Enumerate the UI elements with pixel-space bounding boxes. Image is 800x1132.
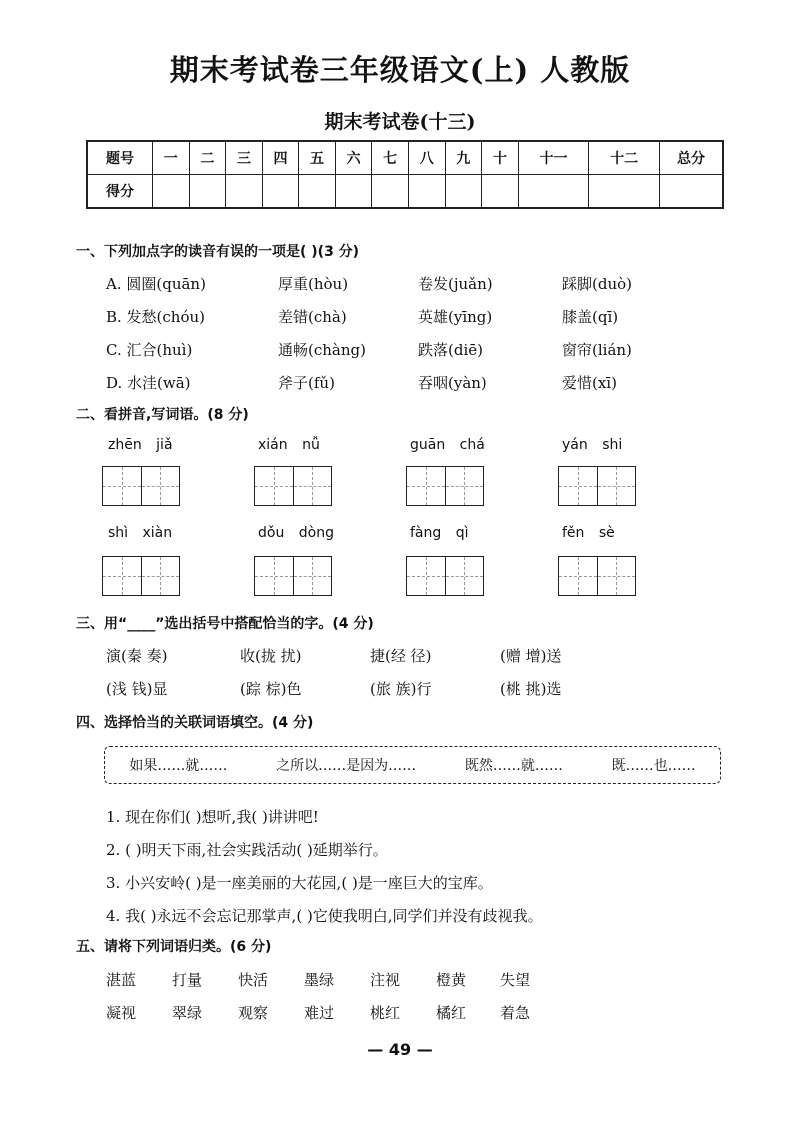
word-item: 难过	[304, 1004, 335, 1022]
table-cell: 五	[299, 141, 336, 175]
table-cell: 三	[226, 141, 263, 175]
table-cell: 九	[445, 141, 482, 175]
option-b-3: 英雄(yīng)	[418, 308, 493, 326]
score-cell[interactable]	[299, 175, 336, 209]
word-item: 墨绿	[304, 971, 335, 989]
table-cell: 题号	[87, 141, 153, 175]
word-item: 凝视	[106, 1004, 137, 1022]
score-cell[interactable]	[408, 175, 445, 209]
table-cell: 总分	[660, 141, 724, 175]
word-item: 橘红	[436, 1004, 467, 1022]
choice-item[interactable]: (踪 棕)色	[240, 680, 302, 698]
score-table	[86, 140, 724, 209]
table-cell: 十一	[518, 141, 589, 175]
option-a-1: A. 圆圈(quān)	[106, 275, 206, 293]
score-cell[interactable]	[482, 175, 519, 209]
question-3[interactable]: 3. 小兴安岭( )是一座美丽的大花园,( )是一座巨大的宝库。	[106, 874, 493, 892]
option-d-3: 吞咽(yàn)	[418, 374, 487, 392]
score-cell[interactable]	[589, 175, 660, 209]
table-cell: 得分	[87, 175, 153, 209]
option-d-1: D. 水洼(wā)	[106, 374, 191, 392]
score-cell[interactable]	[372, 175, 409, 209]
option-b-2: 差错(chà)	[278, 308, 347, 326]
word-item: 注视	[370, 971, 401, 989]
option-a-3: 卷发(juǎn)	[418, 275, 493, 293]
word-item: 桃红	[370, 1004, 401, 1022]
score-cell[interactable]	[445, 175, 482, 209]
writing-grid[interactable]	[558, 466, 636, 506]
pinyin-label: dǒu dòng	[258, 525, 334, 541]
word-bank-option: 如果……就……	[129, 758, 228, 774]
choice-item[interactable]: 收(拢 扰)	[240, 647, 302, 665]
pinyin-label: zhēn jiǎ	[108, 437, 173, 453]
pinyin-label: guān chá	[410, 437, 485, 453]
pinyin-label: shì xiàn	[108, 525, 173, 541]
pinyin-label: xián nǚ	[258, 437, 320, 453]
option-d-2: 斧子(fǔ)	[278, 374, 335, 392]
choice-item[interactable]: (浅 钱)显	[106, 680, 168, 698]
score-header-row	[87, 141, 723, 175]
table-cell: 四	[262, 141, 299, 175]
option-c-4: 窗帘(lián)	[562, 341, 632, 359]
word-item: 橙黄	[436, 971, 467, 989]
page-title: 期末考试卷三年级语文(上) 人教版	[169, 53, 631, 87]
word-bank-option: 之所以……是因为……	[276, 758, 417, 774]
question-1[interactable]: 1. 现在你们( )想听,我( )讲讲吧!	[106, 808, 319, 826]
section-4-heading: 四、选择恰当的关联词语填空。(4 分)	[76, 715, 314, 731]
choice-item[interactable]: 演(秦 奏)	[106, 647, 168, 665]
word-item: 快活	[238, 971, 269, 989]
pinyin-label: yán shi	[562, 437, 623, 453]
choice-item[interactable]: (桃 挑)选	[500, 680, 562, 698]
section-3-heading: 三、用“____”选出括号中搭配恰当的字。(4 分)	[76, 616, 374, 632]
word-item: 打量	[172, 971, 203, 989]
option-c-2: 通畅(chàng)	[278, 341, 366, 359]
table-cell: 十	[482, 141, 519, 175]
score-cell[interactable]	[518, 175, 589, 209]
option-d-4: 爱惜(xī)	[562, 374, 617, 392]
writing-grid[interactable]	[254, 556, 332, 596]
option-b-4: 膝盖(qī)	[562, 308, 619, 326]
writing-grid[interactable]	[254, 466, 332, 506]
score-cell[interactable]	[262, 175, 299, 209]
word-item: 失望	[500, 971, 531, 989]
question-2[interactable]: 2. ( )明天下雨,社会实践活动( )延期举行。	[106, 841, 388, 859]
score-value-row	[87, 175, 723, 209]
word-item: 着急	[500, 1004, 531, 1022]
writing-grid[interactable]	[406, 556, 484, 596]
score-cell[interactable]	[335, 175, 372, 209]
option-c-1: C. 汇合(huì)	[106, 341, 193, 359]
table-cell: 六	[335, 141, 372, 175]
pinyin-label: fàng qì	[410, 525, 469, 541]
word-item: 湛蓝	[106, 971, 137, 989]
section-2-heading: 二、看拼音,写词语。(8 分)	[76, 407, 249, 423]
table-cell: 七	[372, 141, 409, 175]
score-cell[interactable]	[226, 175, 263, 209]
page-number: — 49 —	[367, 1040, 433, 1059]
table-cell: 二	[189, 141, 226, 175]
conjunction-word-bank	[104, 746, 721, 784]
score-cell[interactable]	[660, 175, 724, 209]
writing-grid[interactable]	[102, 466, 180, 506]
option-a-4: 踩脚(duò)	[562, 275, 632, 293]
pinyin-label: fěn sè	[562, 525, 615, 541]
writing-grid[interactable]	[102, 556, 180, 596]
option-a-2: 厚重(hòu)	[278, 275, 349, 293]
writing-grid[interactable]	[406, 466, 484, 506]
choice-item[interactable]: 捷(经 径)	[370, 647, 432, 665]
table-cell: 八	[408, 141, 445, 175]
word-item: 翠绿	[172, 1004, 203, 1022]
option-c-3: 跌落(diē)	[418, 341, 483, 359]
word-item: 观察	[238, 1004, 269, 1022]
section-5-heading: 五、请将下列词语归类。(6 分)	[76, 939, 272, 955]
score-cell[interactable]	[189, 175, 226, 209]
writing-grid[interactable]	[558, 556, 636, 596]
table-cell: 十二	[589, 141, 660, 175]
exam-subtitle: 期末考试卷(十三)	[324, 111, 476, 133]
table-cell: 一	[153, 141, 190, 175]
word-bank-option: 既然……就……	[464, 758, 563, 774]
question-4[interactable]: 4. 我( )永远不会忘记那掌声,( )它使我明白,同学们并没有歧视我。	[106, 907, 543, 925]
option-b-1: B. 发愁(chóu)	[106, 308, 206, 326]
choice-item[interactable]: (旅 族)行	[370, 680, 432, 698]
word-bank-option: 既……也……	[611, 758, 696, 774]
section-1-heading: 一、下列加点字的读音有误的一项是( )(3 分)	[76, 244, 360, 260]
score-cell[interactable]	[153, 175, 190, 209]
choice-item[interactable]: (赠 增)送	[500, 647, 562, 665]
